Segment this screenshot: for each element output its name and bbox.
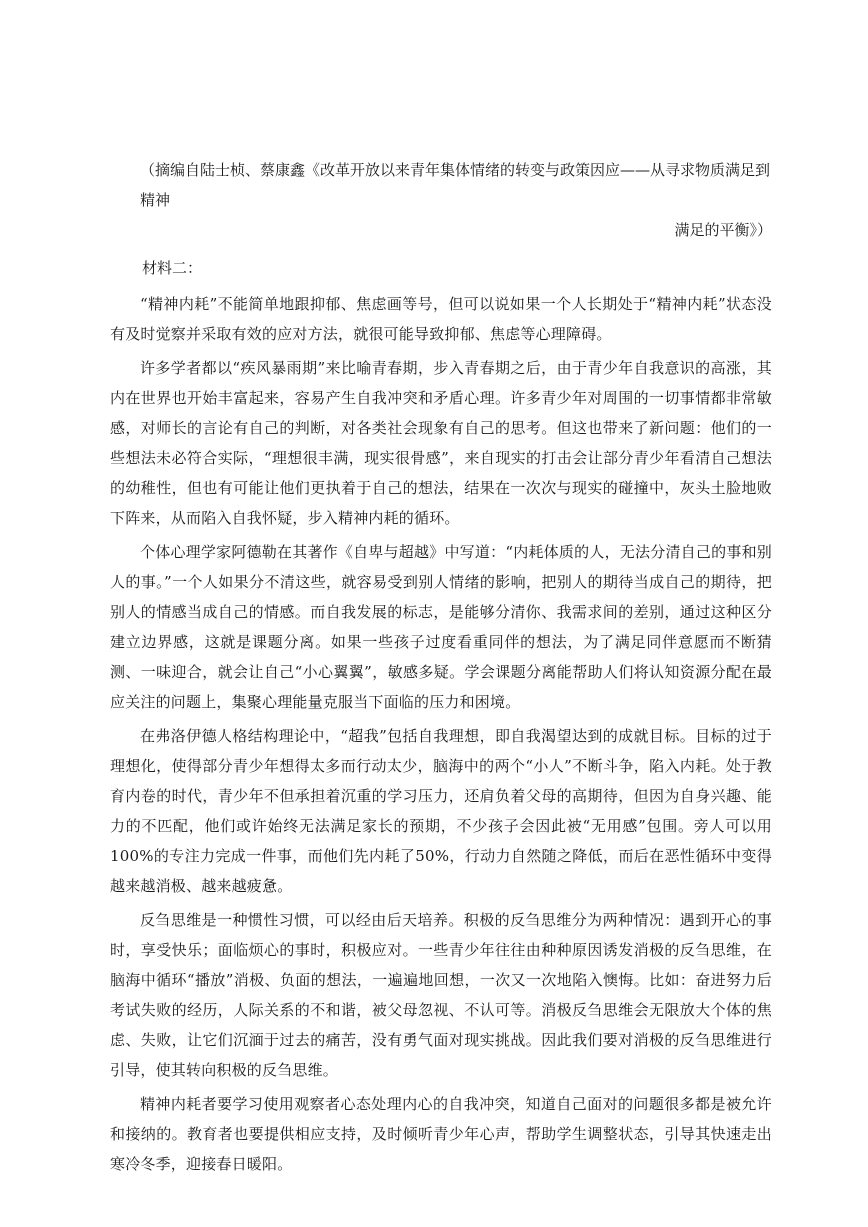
section-label: 材料二：	[142, 259, 203, 277]
paragraph-1: “精神内耗”不能简单地跟抑郁、焦虑画等号，但可以说如果一个人长期处于“精神内耗”状态没有及时觉察并采取有效的应对方法，就很可能导致抑郁、焦虑等心理障碍。	[110, 295, 772, 343]
citation-line-1: （摘编自陆士桢、蔡康鑫《改革开放以来青年集体情绪的转变与政策因应——从寻求物质满足到精神	[140, 161, 771, 209]
paragraph-5: 反刍思维是一种惯性习惯，可以经由后天培养。积极的反刍思维分为两种情况：遇到开心的事时，享受快乐；面临烦心的事时，积极应对。一些青少年往往由种种原因诱发消极的反刍思维，在脑海中循环“播放”消极、负面的想法，一遍遍地回想，一次又一次地陷入懊悔。比如：奋进努力后考试失败的经历，人际关系的不和谐，被父母忽视、不认可等。消极反刍思维会无限放大个体的焦虑、失败，让它们沉湎于过去的痛苦，没有勇气面对现实挑战。因此我们要对消极的反刍思维进行引导，使其转向积极的反刍思维。	[110, 911, 772, 1079]
paragraph-3: 个体心理学家阿德勒在其著作《自卑与超越》中写道：“内耗体质的人，无法分清自己的事和别人的事。”一个人如果分不清这些，就容易受到别人情绪的影响，把别人的期待当成自己的期待，把别人的情感当成自己的情感。而自我发展的标志，是能够分清你、我需求间的差别，通过这种区分建立边界感，这就是课题分离。如果一些孩子过度看重同伴的想法，为了满足同伴意愿而不断猜测、一味迎合，就会让自己“小心翼翼”，敏感多疑。学会课题分离能帮助人们将认知资源分配在最应关注的问题上，集聚心理能量克服当下面临的压力和困境。	[110, 543, 772, 711]
paragraph-2: 许多学者都以“疾风暴雨期”来比喻青春期，步入青春期之后，由于青少年自我意识的高涨，其内在世界也开始丰富起来，容易产生自我冲突和矛盾心理。许多青少年对周围的一切事情都非常敏感，对师长的言论有自己的判断，对各类社会现象有自己的思考。但这也带来了新问题：他们的一些想法未必符合实际，“理想很丰满，现实很骨感”，来自现实的打击会让部分青少年看清自己想法的幼稚性，但也有可能让他们更执着于自己的想法，结果在一次次与现实的碰撞中，灰头土脸地败下阵来，从而陷入自我怀疑，步入精神内耗的循环。	[110, 359, 772, 527]
citation-line-2: 满足的平衡》）	[674, 221, 772, 239]
paragraph-6: 精神内耗者要学习使用观察者心态处理内心的自我冲突，知道自己面对的问题很多都是被允许和接纳的。教育者也要提供相应支持，及时倾听青少年心声，帮助学生调整状态，引导其快速走出寒冷冬季，迎接春日暖阳。	[110, 1095, 772, 1173]
document-page	[110, 155, 772, 1183]
paragraph-4: 在弗洛伊德人格结构理论中，“超我”包括自我理想，即自我渴望达到的成就目标。目标的过于理想化，使得部分青少年想得太多而行动太少，脑海中的两个“小人”不断斗争，陷入内耗。处于教育内卷的时代，青少年不但承担着沉重的学习压力，还肩负着父母的高期待，但因为自身兴趣、能力的不匹配，他们或许始终无法满足家长的预期，不少孩子会因此被“无用感”包围。旁人可以用100%的专注力完成一件事，而他们先内耗了50%，行动力自然随之降低，而后在恶性循环中变得越来越消极、越来越疲惫。	[110, 727, 772, 895]
source-citation	[110, 155, 772, 245]
